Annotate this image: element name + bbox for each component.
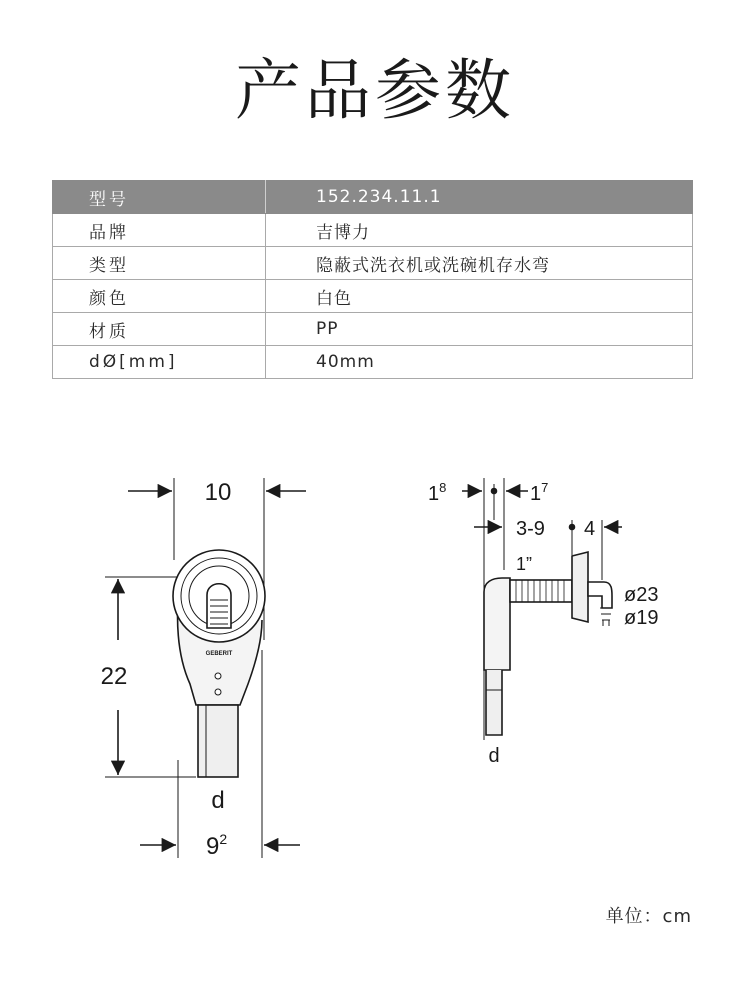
front-view bbox=[105, 478, 306, 858]
spec-key: 材质 bbox=[53, 313, 266, 346]
spec-key: 颜色 bbox=[53, 280, 266, 313]
front-outlet-label: d bbox=[211, 787, 225, 814]
side-body bbox=[484, 578, 510, 670]
spec-key: dØ[mm] bbox=[53, 346, 266, 379]
side-dim-left: $1^8$ bbox=[428, 480, 447, 505]
side-dia-outer: ø23 bbox=[624, 584, 659, 606]
unit-label: 单位：cm bbox=[605, 906, 692, 927]
geberit-logo: GEBERIT bbox=[205, 651, 233, 657]
side-outlet-label: d bbox=[488, 745, 500, 767]
front-dim-height: 22 bbox=[100, 663, 128, 690]
side-dim-four: 4 bbox=[584, 518, 596, 540]
spec-value: 40mm bbox=[266, 346, 693, 379]
threaded-pipe bbox=[510, 580, 572, 602]
spec-value: 白色 bbox=[266, 280, 693, 313]
wall-cover bbox=[572, 552, 588, 622]
side-outlet-pipe bbox=[486, 670, 502, 735]
side-dia-inner: ø19 bbox=[624, 607, 659, 629]
spec-value: 隐蔽式洗衣机或洗碗机存水弯 bbox=[266, 247, 693, 280]
front-dim-top: 10 bbox=[204, 479, 232, 506]
spec-key: 型号 bbox=[53, 181, 266, 214]
page-title: 产品参数 bbox=[235, 52, 515, 129]
outlet-pipe bbox=[198, 705, 238, 777]
spec-value: 吉博力 bbox=[266, 214, 693, 247]
side-view-labels bbox=[428, 480, 658, 767]
spec-key: 类型 bbox=[53, 247, 266, 280]
front-dim-bottom: $9^2$ bbox=[206, 831, 228, 860]
side-dim-right: $1^7$ bbox=[530, 480, 549, 505]
spec-value: PP bbox=[266, 313, 693, 346]
side-thread-label: 1” bbox=[516, 554, 533, 574]
side-dim-range: 3-9 bbox=[516, 518, 545, 540]
spec-value: 152.234.11.1 bbox=[266, 181, 693, 214]
hose-nozzle bbox=[588, 582, 612, 608]
spec-key: 品牌 bbox=[53, 214, 266, 247]
